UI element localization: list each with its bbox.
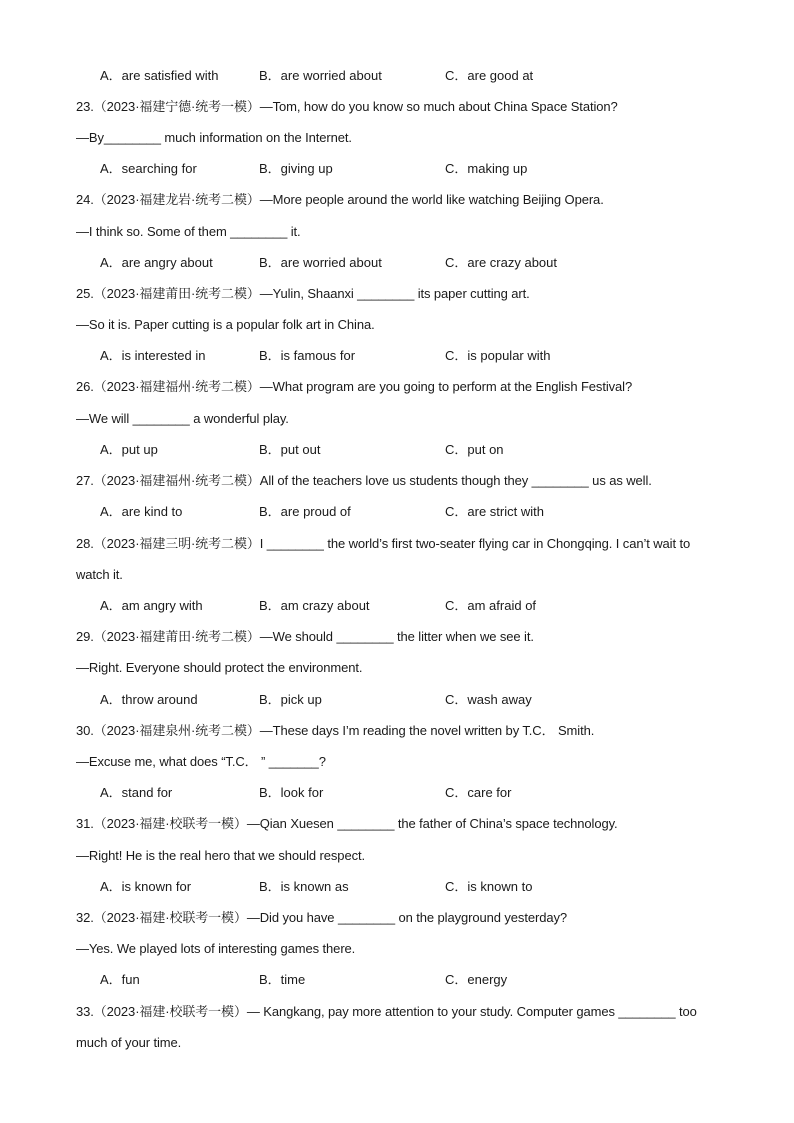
option-b: B．am crazy about	[259, 598, 370, 613]
option-b: B．time	[259, 972, 306, 987]
option-b: B．are worried about	[259, 255, 382, 270]
option-b: B．giving up	[259, 161, 333, 176]
options-row-q25	[100, 346, 700, 366]
option-c: C．are good at	[445, 68, 534, 83]
option-c: C．making up	[445, 161, 528, 176]
question-28-stem: 28.（2023·福建三明·统考二模）I ________ the world’s first two-seater flying car in Chongqing. I can’t wait to	[76, 536, 691, 551]
question-25-response: —So it is. Paper cutting is a popular folk art in China.	[76, 317, 375, 332]
option-c: C．are crazy about	[445, 255, 557, 270]
options-row-q32	[100, 970, 700, 990]
question-29-response: —Right. Everyone should protect the environment.	[76, 660, 363, 675]
option-a: A．throw around	[100, 692, 198, 707]
option-a: A．stand for	[100, 785, 173, 800]
option-a: A．is known for	[100, 879, 192, 894]
option-a: A．are angry about	[100, 255, 213, 270]
options-row-q30	[100, 783, 700, 803]
options-row-q29	[100, 690, 700, 710]
question-24-response: —I think so. Some of them ________ it.	[76, 224, 301, 239]
question-33-stem: 33.（2023·福建·校联考一模）— Kangkang, pay more attention to your study. Computer games ________ too	[76, 1004, 697, 1019]
question-31-response: —Right! He is the real hero that we should respect.	[76, 848, 365, 863]
option-a: A．am angry with	[100, 598, 203, 613]
option-c: C．are strict with	[445, 504, 544, 519]
options-row-q26	[100, 440, 700, 460]
option-a: A．are satisfied with	[100, 68, 219, 83]
option-c: C．energy	[445, 972, 508, 987]
option-a: A．searching for	[100, 161, 197, 176]
option-c: C．wash away	[445, 692, 532, 707]
options-row-q28	[100, 596, 700, 616]
option-a: A．put up	[100, 442, 158, 457]
option-b: B．is famous for	[259, 348, 356, 363]
question-30-response: —Excuse me, what does “T.C． ” _______?	[76, 754, 326, 769]
option-c: C．am afraid of	[445, 598, 537, 613]
options-row-q23	[100, 159, 700, 179]
option-c: C．is popular with	[445, 348, 551, 363]
option-b: B．pick up	[259, 692, 322, 707]
options-row-q22	[100, 66, 700, 86]
question-26-stem: 26.（2023·福建福州·统考二模）—What program are you going to perform at the English Festival?	[76, 379, 633, 394]
option-a: A．is interested in	[100, 348, 206, 363]
option-a: A．fun	[100, 972, 140, 987]
question-24-stem: 24.（2023·福建龙岩·统考二模）—More people around the world like watching Beijing Opera.	[76, 192, 604, 207]
question-27-stem: 27.（2023·福建福州·统考二模）All of the teachers love us students though they ________ us as well.	[76, 473, 652, 488]
options-row-q24	[100, 253, 700, 273]
question-25-stem: 25.（2023·福建莆田·统考二模）—Yulin, Shaanxi ________ its paper cutting art.	[76, 286, 530, 301]
question-29-stem: 29.（2023·福建莆田·统考二模）—We should ________ the litter when we see it.	[76, 629, 534, 644]
question-33-stem-continued: much of your time.	[76, 1035, 182, 1050]
option-b: B．are worried about	[259, 68, 382, 83]
question-23-stem: 23.（2023·福建宁德·统考一模）—Tom, how do you know so much about China Space Station?	[76, 99, 618, 114]
question-28-stem-continued: watch it.	[76, 567, 123, 582]
options-row-q31	[100, 877, 700, 897]
option-b: B．is known as	[259, 879, 349, 894]
question-31-stem: 31.（2023·福建·校联考一模）—Qian Xuesen ________ the father of China’s space technology.	[76, 816, 618, 831]
option-a: A．are kind to	[100, 504, 183, 519]
question-30-stem: 30.（2023·福建泉州·统考二模）—These days I’m reading the novel written by T.C． Smith.	[76, 723, 595, 738]
question-32-response: —Yes. We played lots of interesting games there.	[76, 941, 356, 956]
options-row-q27	[100, 502, 700, 522]
question-26-response: —We will ________ a wonderful play.	[76, 411, 289, 426]
option-c: C．care for	[445, 785, 512, 800]
option-c: C．put on	[445, 442, 504, 457]
option-b: B．are proud of	[259, 504, 351, 519]
option-c: C．is known to	[445, 879, 533, 894]
option-b: B．put out	[259, 442, 321, 457]
question-32-stem: 32.（2023·福建·校联考一模）—Did you have ________ on the playground yesterday?	[76, 910, 567, 925]
question-23-response: —By________ much information on the Internet.	[76, 130, 352, 145]
option-b: B．look for	[259, 785, 324, 800]
